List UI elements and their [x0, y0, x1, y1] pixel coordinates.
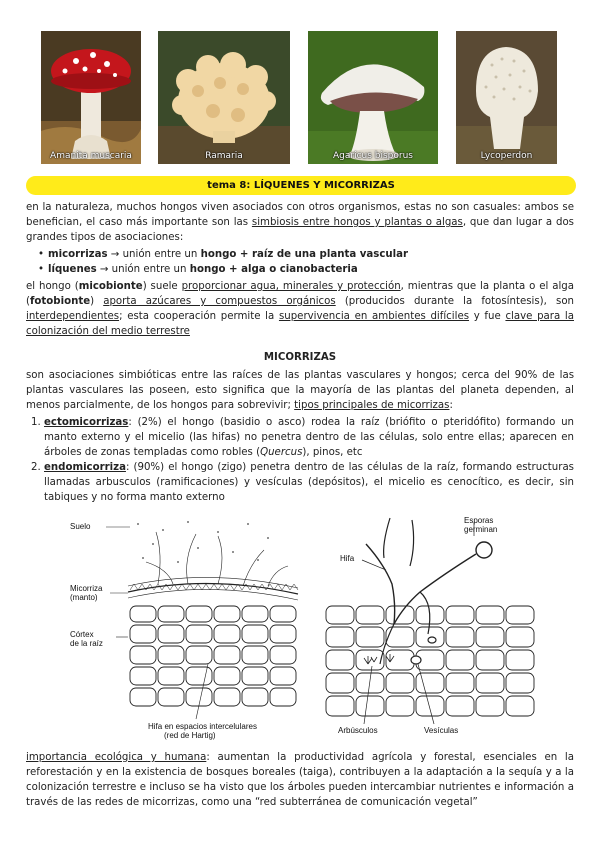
photo-caption: Amanita muscaria [50, 151, 132, 161]
importance-paragraph: importancia ecológica y humana: aumentan la productividad agrícola y forestal, esenciales en la reforestación y en la existencia de bosques boreales (taiga), contribuyen a la adaptación a la sequía y a la colonización terrestre e incluso se ha visto que los árboles pueden intercambiar nutrientes e información a través de las redes de micorrizas, como una “red subterránea de comunicación vegetal” [26, 752, 575, 809]
topic-title: tema 8: LÍQUENES Y MICORRIZAS [26, 176, 576, 195]
photo-caption: Ramaria [205, 151, 243, 161]
fig-label-manto: (manto) [70, 593, 98, 602]
fig-label-germinan: germinan [464, 525, 498, 534]
intro-underline: simbiosis entre hongos y plantas o algas [251, 217, 463, 229]
figure-endomicorriza [324, 514, 542, 742]
fig-label-suelo: Suelo [70, 522, 91, 531]
photo-caption: Lycoperdon [480, 151, 533, 161]
photo-lycoperdon [456, 31, 557, 164]
fig-label-esporas: Esporas [464, 516, 494, 525]
photo-agaricus-bisporus [308, 31, 438, 164]
list-item: 2. endomicorriza: (90%) el hongo (zigo) penetra dentro de las células de la raíz, formando estructuras llamadas arbusculos (ramificaciones) y vesículas (depósitos), el micelio es cenocítico, es decir, sin tabiques y no forma manto externo [44, 460, 574, 505]
fig-label-hifa-intercelular: Hifa en espacios intercelulares [148, 722, 257, 731]
fig-label-micorriza: Micorriza [70, 584, 103, 593]
section-heading-micorrizas: MICORRIZAS [263, 352, 337, 363]
list-item: • micorrizas → unión entre un hongo + raíz de una planta vascular [48, 247, 554, 262]
fig-label-hifa: Hifa [340, 554, 355, 563]
figure-ectomicorriza [68, 514, 308, 742]
photo-amanita-muscaria [41, 31, 141, 164]
fig-label-vesiculas: Vesículas [424, 726, 459, 735]
photo-ramaria [158, 31, 290, 164]
micorrizas-paragraph: son asociaciones simbióticas entre las raíces de las plantas vasculares y hongos; cerca del 90% de las plantas vasculares las poseen, esto significa que la mayoría de las plantas del planeta dependen, al menos parcialmente, de los hongos para sobrevivir; tipos principales de micorrizas: [26, 370, 574, 412]
intro-paragraph: en la naturaleza, muchos hongos viven asociados con otros organismos, estas no son casuales: ambos se benefician, el caso más importante son las simbiosis entre hongos y plantas o algas, que dan lugar a dos grandes tipos de asociaciones: [26, 202, 574, 244]
fig-label-red-hartig: (red de Hartig) [164, 731, 216, 740]
fig-label-raiz: de la raíz [70, 639, 103, 648]
fig-label-arbusculos: Arbúsculos [338, 726, 378, 735]
list-item: 1. ectomicorrizas: (2%) el hongo (basidio o asco) rodea la raíz (briófito o pteridófito) formando un manto externo y el micelio (las hifas) no penetra dentro de las células, solo entre ellas; aparecen en árboles de zonas templadas como robles (Quercus), pinos, etc [44, 415, 574, 460]
symbiosis-paragraph: el hongo (micobionte) suele proporcionar agua, minerales y protección, mientras que la planta o el alga (fotobionte) aporta azúcares y compuestos orgánicos (producidos durante la fotosíntesis), son interdependientes; esta cooperación permite la supervivencia en ambientes difíciles y fue clave para la colonización del medio terrestre [26, 281, 575, 338]
fig-label-cortex: Córtex [70, 630, 94, 639]
association-list [34, 247, 554, 277]
photo-strip [0, 31, 600, 165]
photo-caption: Agaricus bisporus [332, 151, 413, 161]
micorriza-types-list [26, 415, 574, 506]
list-item: • líquenes → unión entre un hongo + alga o cianobacteria [48, 262, 554, 277]
